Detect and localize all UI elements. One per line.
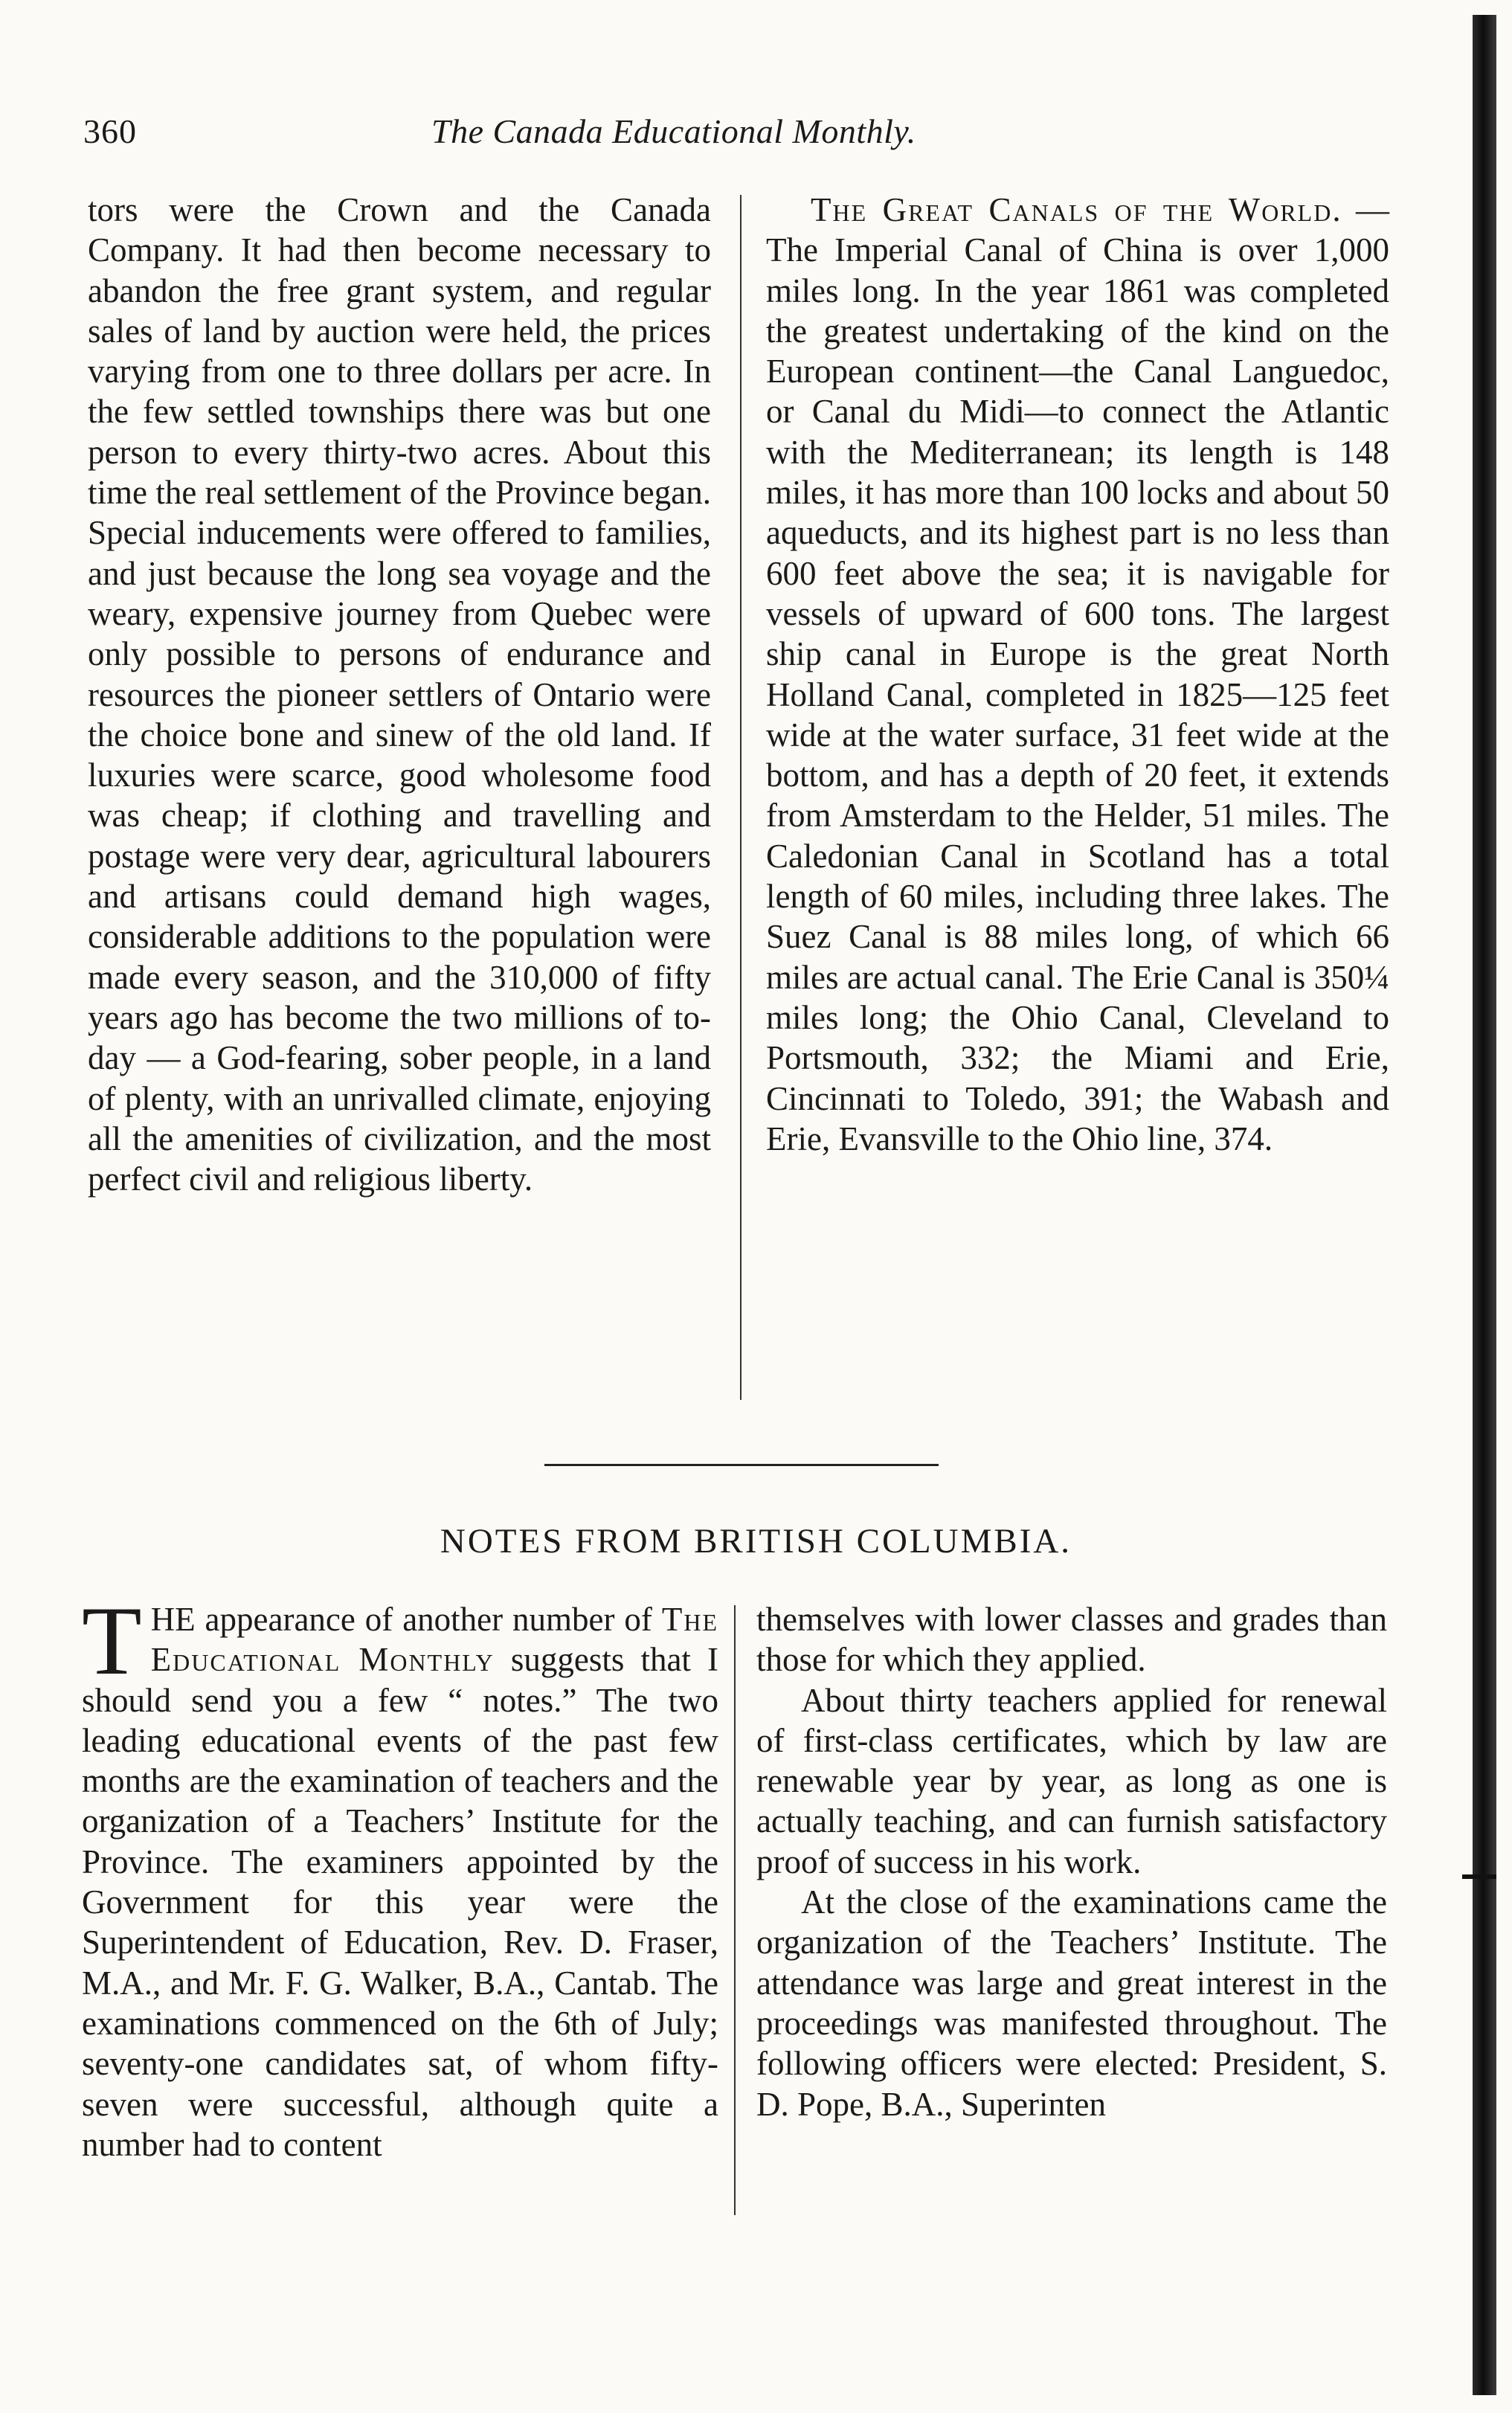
section-divider (544, 1464, 939, 1466)
column-divider-top (740, 195, 741, 1400)
top-left-paragraph: tors were the Crown and the Canada Company. It had then become necessary to abandon the free grant system, and regular sales of land by auction were held, the prices varying from one to three dollars per acre. In the few settled townships there was but one person to every thirty-two acres. About this time the real settlement of the Province began. Special inducements were offered to families, and just because the long sea voyage and the weary, expensive journey from Quebec were only possible to persons of endurance and resources the pioneer settlers of Ontario were the choice bone and sinew of the old land. If luxuries were scarce, good wholesome food was cheap; if clothing and travelling and postage were very dear, agricultural labourers and artisans could demand high wages, considerable additions to the population were made every season, and the 310,000 of fifty years ago has become the two millions of to-day — a God-fearing, sober people, in a land of plenty, with an unrivalled climate, enjoying all the amenities of civilization, and the most perfect civil and religious liberty. (88, 191, 711, 1198)
top-right-column (766, 190, 1389, 1159)
canals-text: — The Imperial Canal of China is over 1,000 miles long. In the year 1861 was completed the greatest undertaking of the kind on the European continent—the Canal Languedoc, or Canal du Midi—to connect the Atlantic with the Mediterranean; its length is 148 miles, it has more than 100 locks and about 50 aqueducts, and its highest part is no less than 600 feet above the sea; it is navigable for vessels of upward of 600 tons. The largest ship canal in Europe is the great North Holland Canal, completed in 1825—125 feet wide at the water surface, 31 feet wide at the bottom, and has a depth of 20 feet, it extends from Amsterdam to the Helder, 51 miles. The Caledonian Canal in Scotland has a total length of 60 miles, including three lakes. The Suez Canal is 88 miles long, of which 66 miles are actual canal. The Erie Canal is 350¼ miles long; the Ohio Canal, Cleveland to Portsmouth, 332; the Miami and Erie, Cincinnati to Toledo, 391; the Wabash and Erie, Evansville to the Ohio line, 374. (766, 191, 1389, 1157)
notes-paragraph: About thirty teachers applied for renewal of first-class certificates, which by law are renewable year by year, as long as one is actually teaching, and can furnish satisfactory proof of success in his work. (756, 1681, 1387, 1880)
magazine-name: The Educational Monthly (150, 1601, 718, 1679)
section-title: NOTES FROM BRITISH COLUMBIA. (440, 1522, 1072, 1561)
notes-lead-paragraph (82, 1586, 718, 2165)
notes-paragraph: At the close of the examinations came the organization of the Teachers’ Institute. The attendance was large and great interest in the proceedings was manifested throughout. The following officers were elected: President, S. D. Pope, B.A., Superinten (756, 1883, 1387, 2123)
column-divider-bottom (734, 1605, 736, 2215)
page-edge-mark (1462, 1874, 1496, 1879)
running-title: The Canada Educational Monthly. (431, 112, 916, 150)
bottom-left-column (82, 1586, 718, 2165)
page-edge-shadow (1473, 15, 1496, 2395)
bottom-right-column (756, 1599, 1387, 2124)
notes-paragraph: themselves with lower classes and grades than those for which they applied. (756, 1601, 1387, 1679)
drop-cap: T (82, 1586, 142, 1695)
top-left-column (88, 190, 711, 1199)
canals-paragraph (766, 190, 1389, 1159)
page-number: 360 (83, 112, 137, 150)
canals-heading: The Great Canals of the World. (811, 191, 1342, 228)
notes-continuation: suggests that I should send you a few “ notes.” The two leading educational events of the past few months are the examination of teachers and the organization of a Teachers’ Institute for the Province. The examiners appointed by the Government for this year were the Superintendent of Education, Rev. D. Fraser, M.A., and Mr. F. G. Walker, B.A., Cantab. The examinations commenced on the 6th of July; seventy-one candidates sat, of whom fifty-seven were successful, although quite a number had to content (82, 1641, 718, 2163)
notes-lead-text: HE appearance of another number of (150, 1601, 662, 1638)
